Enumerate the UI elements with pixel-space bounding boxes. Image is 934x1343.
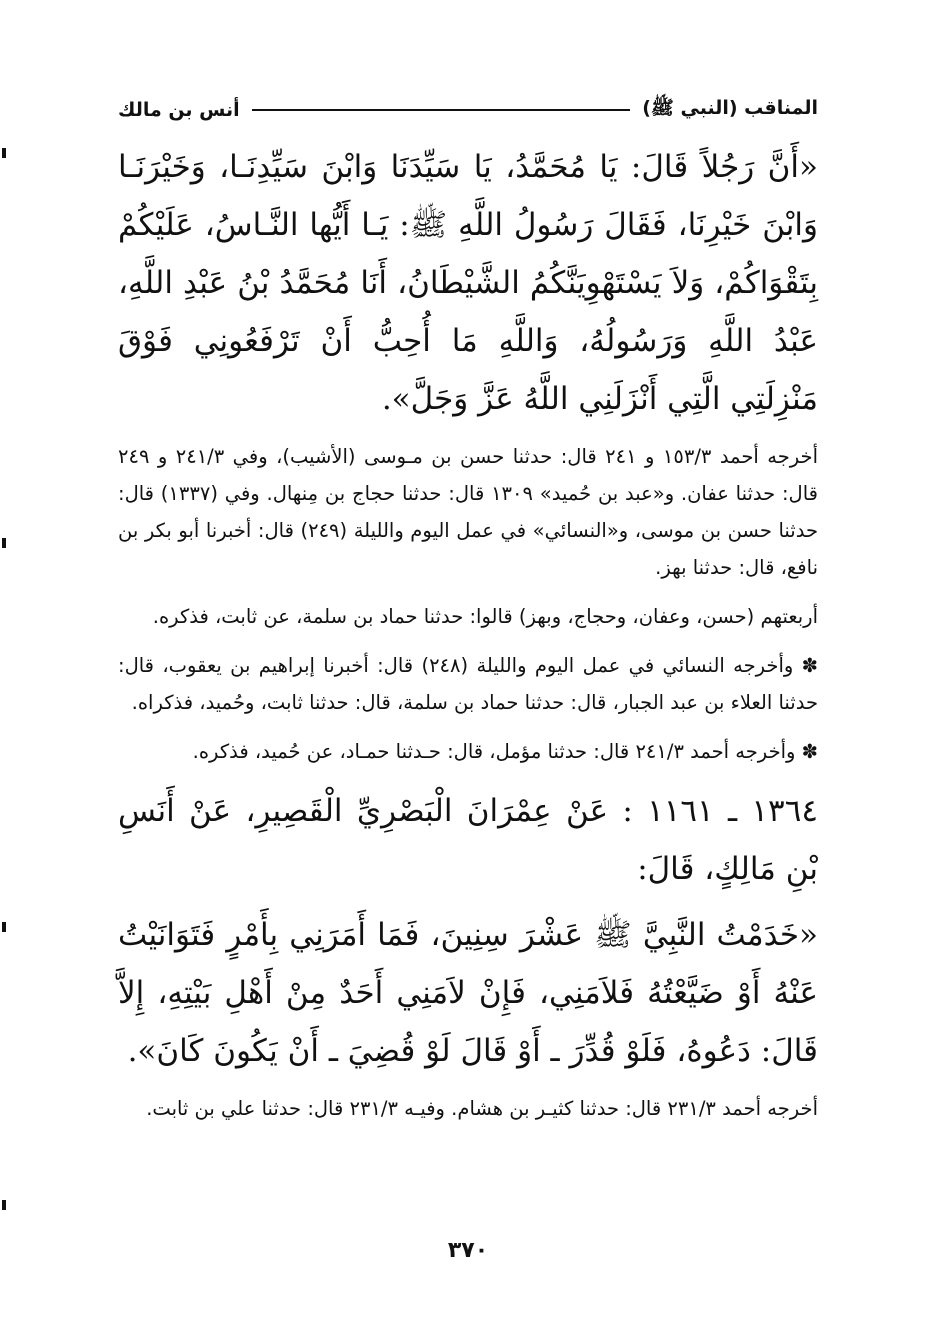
takhrij-note: ✽ وأخرجه أحمد ٢٤١/٣ قال: حدثنا مؤمل، قال: حـدثنا حمـاد، عن حُميد، فذكره. <box>192 740 818 763</box>
edge-mark <box>2 148 6 158</box>
header-chapter-title: المناقب (النبي ﷺ) <box>642 97 818 119</box>
header-rule <box>252 109 631 111</box>
takhrij-note: أخرجه أحمد ٢٣١/٣ قال: حدثنا كثيـر بن هشام. وفيـه ٢٣١/٣ قال: حدثنا علي بن ثابت. <box>146 1097 818 1120</box>
takhrij-note: أخرجه أحمد ١٥٣/٣ و ٢٤١ قال: حدثنا حسن بن مـوسى (الأشيب)، وفي ٢٤١/٣ و ٢٤٩ قال: حدثنا عفان. و«عبد بن حُميد» ١٣٠٩ قال: حدثنا حجاج بن مِنهال. وفي (١٣٣٧) قال: حدثنا حسن بن موسى، و«النسائي» في عمل اليوم والليلة (٢٤٩) قال: أخبرنا أبو بكر بن نافع، قال: حدثنا بهز. <box>118 445 818 579</box>
page-number: ٣٧٠ <box>447 1238 489 1263</box>
header-section-title: أنس بن مالك <box>118 99 240 121</box>
edge-mark <box>2 922 6 932</box>
takhrij-note: ✽ وأخرجه النسائي في عمل اليوم والليلة (٢٤٨) قال: أخبرنا إبراهيم بن يعقوب، قال: حدثنا العلاء بن عبد الجبار، قال: حدثنا حماد بن سلمة، قال: حدثنا ثابت، وحُميد، فذكراه. <box>118 654 818 714</box>
takhrij-note: أربعتهم (حسن، وعفان، وحجاج، وبهز) قالوا: حدثنا حماد بن سلمة، عن ثابت، فذكره. <box>152 605 818 628</box>
hadith-text: «خَدَمْتُ النَّبِيَّ ﷺ عَشْرَ سِنِينَ، فَمَا أَمَرَنِي بِأَمْرٍ فَتَوَانَيْتُ عَنْهُ أَوْ ضَيَّعْتُهُ فَلاَمَنِي، فَإِنْ لاَمَنِي أَحَدٌ مِنْ أَهْلِ بَيْتِهِ، إِلاَّ قَالَ: دَعُوهُ، فَلَوْ قُدِّرَ ـ أَوْ قَالَ لَوْ قُضِيَ ـ أَنْ يَكُونَ كَانَ». <box>118 917 818 1069</box>
edge-mark <box>2 1200 6 1210</box>
running-header <box>118 90 818 130</box>
hadith-text: «أَنَّ رَجُلاً قَالَ: يَا مُحَمَّدُ، يَا سَيِّدَنَا وَابْنَ سَيِّدِنَـا، وَخَيْرَنَـا وَابْنَ خَيْرِنَا، فَقَالَ رَسُولُ اللَّهِ ﷺ: يَـا أَيُّها النَّـاسُ، عَلَيْكُمْ بِتَقْوَاكُمْ، وَلاَ يَسْتَهْوِيَنَّكُمُ الشَّيْطَانُ، أَنَا مُحَمَّدُ بْنُ عَبْدِ اللَّهِ، عَبْدُ اللَّهِ وَرَسُولُهُ، وَاللَّهِ مَا أُحِبُّ أَنْ تَرْفَعُونِي فَوْقَ مَنْزِلَتِي الَّتِي أَنْزَلَنِي اللَّهُ عَزَّ وَجَلَّ». <box>118 149 818 417</box>
book-page <box>118 78 818 1328</box>
hadith-heading: ١٣٦٤ ـ ١١٦١ : عَنْ عِمْرَانَ الْبَصْرِيِّ الْقَصِيرِ، عَنْ أَنَسِ بْنِ مَالِكٍ، قَالَ: <box>118 793 818 887</box>
edge-mark <box>2 538 6 548</box>
page-body <box>118 138 818 1139</box>
